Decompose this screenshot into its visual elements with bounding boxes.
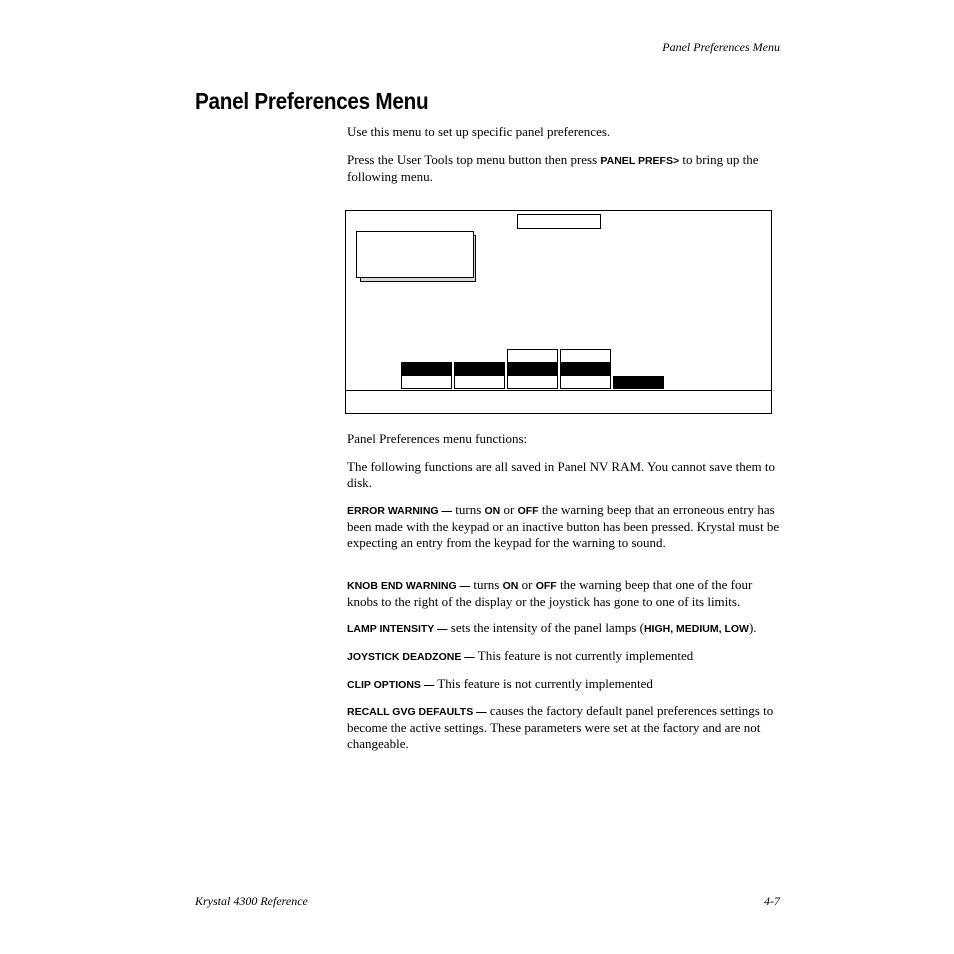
menu-button-3-label <box>507 349 558 363</box>
recall-gvg-defaults-term: RECALL GVG DEFAULTS — <box>347 706 487 718</box>
menu-button-2-top <box>454 362 505 375</box>
menu-button-3-bottom <box>507 375 558 389</box>
instruction-text-2: to bring up the following menu. <box>347 152 759 184</box>
knob-end-warning-text-1: turns <box>470 577 503 592</box>
nvram-note: The following functions are all saved in Panel NV RAM. You cannot save them to disk. <box>347 459 775 490</box>
menu-panel <box>356 231 474 278</box>
knob-end-warning-text-3: the warning beep that one of the four knobs to the right of the display or the joystick has gone to one of its limits. <box>347 577 753 609</box>
panel-prefs-key: PANEL PREFS> <box>600 155 680 167</box>
footer-book-title: Krystal 4300 Reference <box>195 894 308 908</box>
menu-divider <box>346 390 771 391</box>
menu-button-2-bottom <box>454 375 505 389</box>
clip-options-term: CLIP OPTIONS — <box>347 679 435 691</box>
menu-button-1-bottom <box>401 375 452 389</box>
joystick-deadzone-text: This feature is not currently implemented <box>474 648 694 663</box>
recall-gvg-defaults-item <box>347 703 783 752</box>
clip-options-item <box>347 676 783 693</box>
lamp-intensity-text-1: sets the intensity of the panel lamps ( <box>447 620 644 635</box>
menu-button-4-bottom <box>560 375 611 389</box>
lamp-intensity-item <box>347 620 783 637</box>
error-warning-text-3: the warning beep that an erroneous entry has been made with the keypad or an inactive button has been pressed. Krystal must be expecting an entry from the keypad for the warning to sound. <box>347 502 780 550</box>
functions-heading: Panel Preferences menu functions: <box>347 431 528 446</box>
menu-screenshot <box>345 210 772 414</box>
error-warning-text-1: turns <box>452 502 485 517</box>
lamp-intensity-term: LAMP INTENSITY — <box>347 623 448 635</box>
error-warning-text-2: or <box>500 502 518 517</box>
joystick-deadzone-term: JOYSTICK DEADZONE — <box>347 651 475 663</box>
footer-page-number: 4-7 <box>764 894 780 908</box>
menu-title-box <box>517 214 601 229</box>
menu-button-1-top <box>401 362 452 375</box>
page-title: Panel Preferences Menu <box>195 88 429 114</box>
menu-button-4-label <box>560 349 611 363</box>
running-head: Panel Preferences Menu <box>662 40 780 54</box>
recall-gvg-defaults-text: causes the factory default panel preferences settings to become the active settings. These parameters were set at the factory and are not changeable. <box>347 703 774 751</box>
intro-paragraph: Use this menu to set up specific panel preferences. <box>347 124 611 139</box>
menu-button-5 <box>613 376 664 389</box>
error-warning-term: ERROR WARNING — <box>347 505 452 517</box>
knob-end-warning-off: OFF <box>535 580 557 592</box>
knob-end-warning-on: ON <box>502 580 519 592</box>
error-warning-on: ON <box>484 505 501 517</box>
knob-end-warning-item <box>347 577 783 610</box>
joystick-deadzone-item <box>347 648 783 665</box>
lamp-intensity-text-2: ). <box>748 620 757 635</box>
menu-button-4-top <box>560 362 611 375</box>
error-warning-item <box>347 502 783 551</box>
instruction-text-1: Press the User Tools top menu button then press <box>347 152 601 167</box>
error-warning-off: OFF <box>517 505 539 517</box>
knob-end-warning-text-2: or <box>518 577 536 592</box>
instruction-paragraph <box>347 152 783 185</box>
clip-options-text: This feature is not currently implemented <box>434 676 653 691</box>
menu-button-3-top <box>507 362 558 375</box>
knob-end-warning-term: KNOB END WARNING — <box>347 580 471 592</box>
lamp-intensity-levels: HIGH, MEDIUM, LOW <box>643 623 749 635</box>
